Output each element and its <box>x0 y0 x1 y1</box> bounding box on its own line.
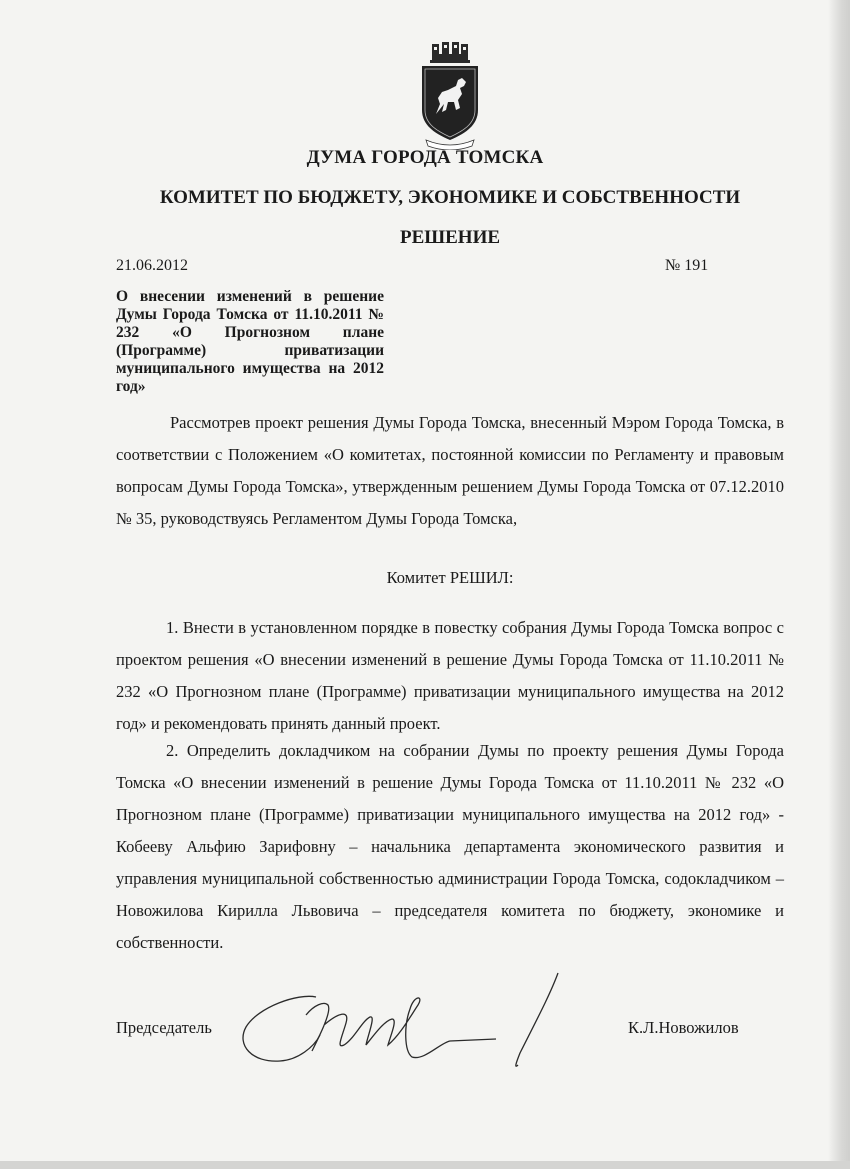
signer-role: Председатель <box>116 1018 212 1037</box>
handwritten-signature <box>228 965 573 1075</box>
scan-edge-bottom <box>0 1161 850 1169</box>
resolution-heading: Комитет РЕШИЛ: <box>386 568 514 587</box>
document-subject: О внесении изменений в решение Думы Города Томска от 11.10.2011 № 232 «О Прогнозном плане (Программе) приватизации муниципального имущества на 2012 год» <box>116 288 384 395</box>
resolution-item-1: 1. Внести в установленном порядке в повестку собрания Думы Города Томска вопрос с проектом решения «О внесении изменений в решение Думы Города Томска от 11.10.2011 № 232 «О Прогнозном плане (Программе) приватизации муниципального имущества на 2012 год» и рекомендовать принять данный проект. <box>116 618 784 733</box>
document-number: № 191 <box>665 257 709 274</box>
document-date: 21.06.2012 <box>116 257 188 274</box>
resolution-item-2: 2. Определить докладчиком на собрании Думы по проекту решения Думы Города Томска «О внесении изменений в решение Думы Города Томска от 11.10.2011 № 232 «О Прогнозном плане (Программе) приватизации муниципального имущества на 2012 год» - Кобееву Альфию Зарифовну – начальника департамента экономического развития и управления муниципальной собственностью администрации Города Томска, содокладчиком – Новожилова Кирилла Львовича – председателя комитета по бюджету, экономике и собственности. <box>116 741 784 952</box>
committee-title: КОМИТЕТ ПО БЮДЖЕТУ, ЭКОНОМИКЕ И СОБСТВЕННОСТИ <box>159 187 741 208</box>
city-emblem-icon <box>412 40 488 150</box>
document-type-title: РЕШЕНИЕ <box>399 227 501 248</box>
preamble-paragraph: Рассмотрев проект решения Думы Города Томска, внесенный Мэром Города Томска, в соответствии с Положением «О комитетах, постоянной комиссии по Регламенту и правовым вопросам Думы Города Томска», утвержденным решением Думы Города Томска от 07.12.2010 № 35, руководствуясь Регламентом Думы Города Томска, <box>116 413 784 528</box>
organization-title: ДУМА ГОРОДА ТОМСКА <box>306 147 544 168</box>
signer-name: К.Л.Новожилов <box>628 1018 739 1037</box>
